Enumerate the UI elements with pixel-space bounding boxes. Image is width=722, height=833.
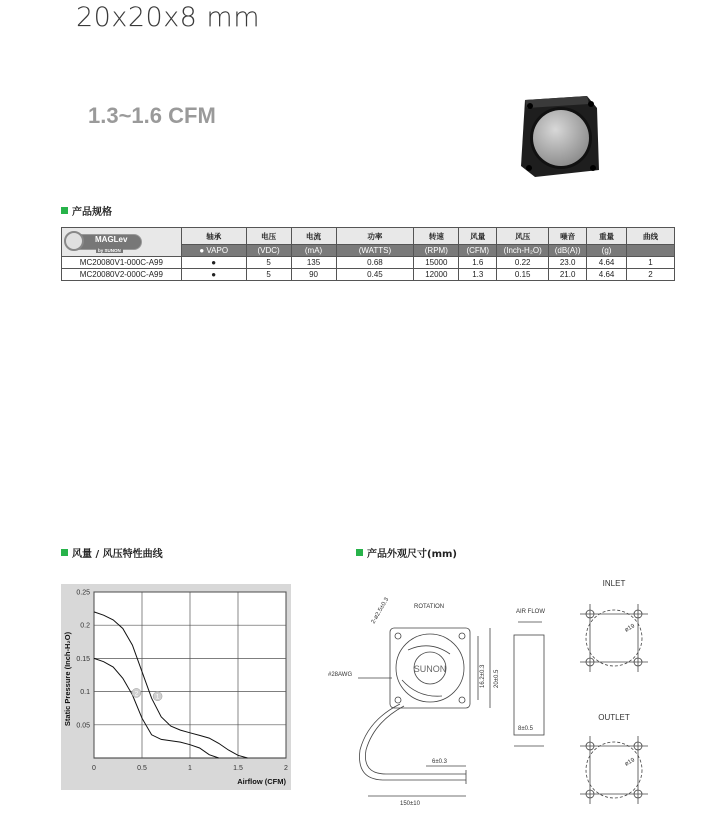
x-tick-label: 1.5 — [233, 765, 243, 772]
table-cell: 5 — [246, 269, 291, 281]
table-cell: 15000 — [414, 257, 459, 269]
unit-cell: (mA) — [291, 245, 336, 257]
maglev-emblem-icon — [64, 231, 84, 251]
col-header: 噪音 — [549, 228, 587, 245]
unit-cell: (g) — [587, 245, 627, 257]
x-axis-label: Airflow (CFM) — [237, 777, 286, 786]
table-cell: 1 — [627, 257, 675, 269]
col-header: 风压 — [497, 228, 549, 245]
x-tick-label: 0.5 — [137, 765, 147, 772]
unit-cell: ● VAPO — [181, 245, 246, 257]
table-cell: 5 — [246, 257, 291, 269]
dim-a-label: 16.2±0.3 — [480, 664, 486, 688]
curve-heading: 风量 / 风压特性曲线 — [61, 545, 163, 560]
x-tick-label: 0 — [92, 765, 96, 772]
col-header: 重量 — [587, 228, 627, 245]
col-header: 转速 — [414, 228, 459, 245]
table-cell: 135 — [291, 257, 336, 269]
airflow-range: 1.3~1.6 CFM — [88, 103, 216, 128]
outlet-dia-label: ø19 — [624, 757, 636, 768]
table-cell: 21.0 — [549, 269, 587, 281]
table-cell: 0.15 — [497, 269, 549, 281]
green-square-icon — [356, 549, 363, 556]
table-cell: 0.68 — [336, 257, 414, 269]
fan-product-image — [515, 94, 600, 179]
unit-cell: (Inch-H₂O) — [497, 245, 549, 257]
series-label: 2 — [134, 690, 139, 698]
table-cell: 1.3 — [459, 269, 497, 281]
table-cell: 4.64 — [587, 269, 627, 281]
unit-cell: (RPM) — [414, 245, 459, 257]
col-header: 电流 — [291, 228, 336, 245]
table-cell: ● — [181, 269, 246, 281]
dim-depth-label: 8±0.5 — [518, 726, 533, 732]
drawing-brand: SUNON — [413, 664, 447, 674]
wire-label: #28AWG — [328, 672, 353, 678]
spec-table — [61, 227, 675, 281]
y-tick-label: 0.15 — [76, 655, 90, 663]
table-header-row — [62, 228, 675, 245]
table-cell: 2 — [627, 269, 675, 281]
col-header: 功率 — [336, 228, 414, 245]
x-tick-label: 1 — [188, 765, 192, 772]
model-cell: MC20080V2-000C-A99 — [62, 269, 182, 281]
unit-cell: (CFM) — [459, 245, 497, 257]
table-cell: 1.6 — [459, 257, 497, 269]
y-tick-label: 0.25 — [76, 589, 90, 597]
pq-curve-chart — [61, 584, 291, 790]
table-cell: 0.22 — [497, 257, 549, 269]
x-tick-label: 2 — [284, 765, 288, 772]
outlet-label: OUTLET — [598, 713, 630, 722]
inlet-dia-label: ø19 — [624, 623, 636, 634]
airflow-label: AIR FLOW — [516, 609, 546, 615]
table-cell: 4.64 — [587, 257, 627, 269]
curve-chart-panel — [61, 584, 291, 790]
inlet-label: INLET — [602, 579, 626, 588]
table-cell: 0.45 — [336, 269, 414, 281]
unit-cell: (dB(A)) — [549, 245, 587, 257]
dim-length-label: 150±10 — [400, 801, 420, 807]
maglev-logo: MAGLev by SUNON — [62, 228, 182, 257]
col-header: 曲线 — [627, 228, 675, 245]
table-row — [62, 269, 675, 281]
table-cell: 12000 — [414, 269, 459, 281]
col-header: 风量 — [459, 228, 497, 245]
unit-cell — [627, 245, 675, 257]
dimension-drawing — [318, 570, 688, 815]
specs-heading: 产品规格 — [61, 203, 112, 218]
y-tick-label: 0.2 — [80, 622, 90, 630]
col-header: 轴承 — [181, 228, 246, 245]
series-label: 1 — [155, 693, 160, 701]
hole-label: 2-ø2.5±0.3 — [370, 596, 391, 625]
green-square-icon — [61, 207, 68, 214]
dimension-heading: 产品外观尺寸(mm) — [356, 545, 457, 560]
y-tick-label: 0.05 — [76, 722, 90, 730]
green-square-icon — [61, 549, 68, 556]
fan-side-outline — [514, 635, 544, 735]
unit-cell: (VDC) — [246, 245, 291, 257]
y-tick-label: 0.1 — [80, 689, 90, 697]
dim-strip-label: 6±0.3 — [432, 759, 447, 765]
page-title: 20x20x8 mm — [76, 2, 261, 33]
rotation-label: ROTATION — [414, 604, 445, 610]
table-cell: 23.0 — [549, 257, 587, 269]
y-axis-label: Static Pressure (Inch-H₂O) — [63, 631, 72, 727]
table-cell: ● — [181, 257, 246, 269]
table-row — [62, 257, 675, 269]
unit-cell: (WATTS) — [336, 245, 414, 257]
model-cell: MC20080V1-000C-A99 — [62, 257, 182, 269]
dim-b-label: 20±0.5 — [494, 669, 500, 688]
table-cell: 90 — [291, 269, 336, 281]
col-header: 电压 — [246, 228, 291, 245]
